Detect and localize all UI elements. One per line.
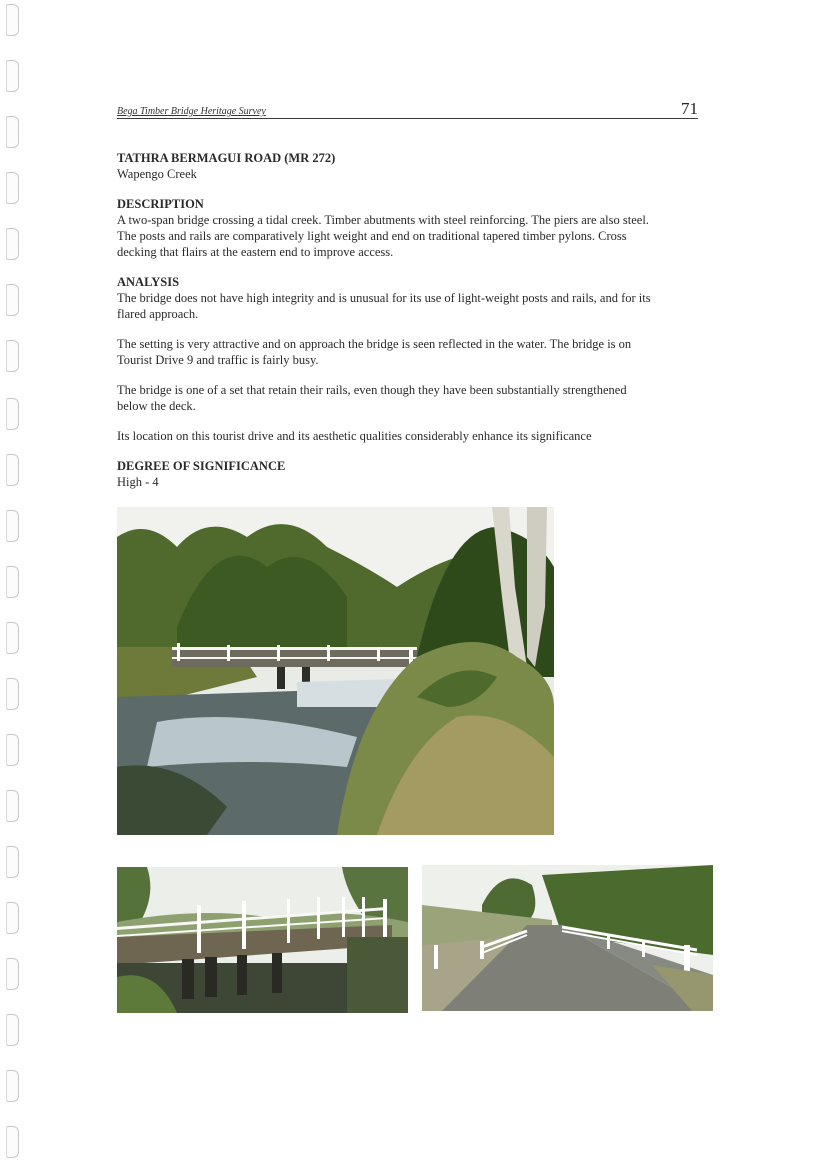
description-line: A two-span bridge crossing a tidal creek. Timber abutments with steel reinforcing. The piers are also steel. [117,213,649,227]
bridge-side-photo [117,867,408,1013]
binding-ring [6,678,19,710]
binding-ring [6,398,19,430]
page-content [117,150,707,490]
header-title: Bega Timber Bridge Heritage Survey [117,106,266,117]
analysis-line: The setting is very attractive and on approach the bridge is seen reflected in the water. The bridge is on [117,337,632,351]
binding-ring [6,454,19,486]
description-line: decking that flairs at the eastern end to improve access. [117,245,394,259]
page-header [117,100,698,119]
road-name: TATHRA BERMAGUI ROAD (MR 272) [117,151,336,165]
significance-value: High - 4 [117,475,159,489]
binding-ring [6,566,19,598]
binding-ring [6,284,19,316]
analysis-line: The bridge does not have high integrity and is unusual for its use of light-weight posts and rails, and for its [117,291,651,305]
page-number: 71 [681,99,698,118]
analysis-line: The bridge is one of a set that retain their rails, even though they have been substantially strengthened [117,383,627,397]
binding-ring [6,734,19,766]
binding-ring [6,228,19,260]
binding-ring [6,958,19,990]
binding-ring [6,790,19,822]
binding-ring [6,1014,19,1046]
description-heading: DESCRIPTION [117,197,204,211]
binding-ring [6,60,19,92]
binding-ring [6,1070,19,1102]
binding-ring [6,116,19,148]
bridge-creek-photo [117,507,554,835]
binding-ring [6,1126,19,1158]
binding-ring [6,846,19,878]
description-line: The posts and rails are comparatively light weight and end on traditional tapered timber pylons. Cross [117,229,627,243]
binding-ring [6,172,19,204]
analysis-line: Its location on this tourist drive and its aesthetic qualities considerably enhance its significance [117,429,592,443]
analysis-heading: ANALYSIS [117,275,180,289]
significance-heading: DEGREE OF SIGNIFICANCE [117,459,286,473]
analysis-line: Tourist Drive 9 and traffic is fairly busy. [117,353,319,367]
analysis-line: below the deck. [117,399,196,413]
bridge-approach-photo [422,865,713,1011]
spiral-binding [6,0,22,1170]
road-location: Wapengo Creek [117,167,197,181]
binding-ring [6,510,19,542]
binding-ring [6,340,19,372]
analysis-line: flared approach. [117,307,199,321]
binding-ring [6,4,19,36]
binding-ring [6,902,19,934]
binding-ring [6,622,19,654]
